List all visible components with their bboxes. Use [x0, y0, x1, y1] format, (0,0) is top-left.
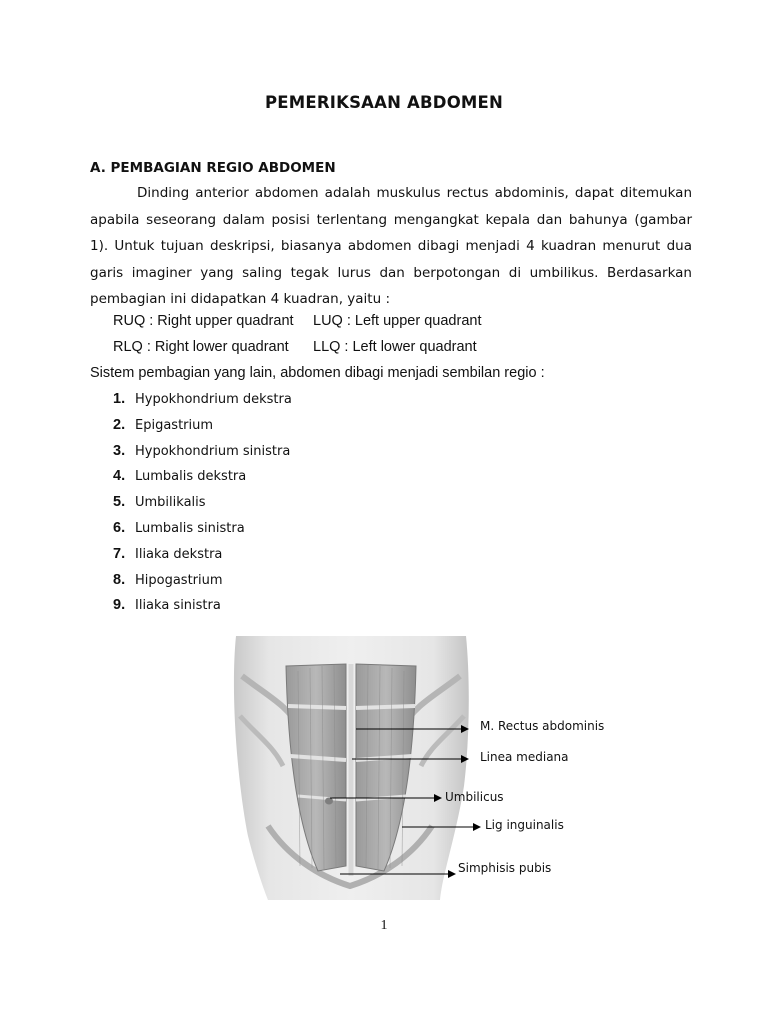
list-item: 2. Epigastrium [113, 416, 214, 433]
quadrant-rlq: RLQ : Right lower quadrant [113, 339, 289, 355]
quadrant-ruq: RUQ : Right upper quadrant [113, 313, 294, 329]
list-item: 3. Hypokhondrium sinistra [113, 442, 291, 459]
list-item: 5. Umbilikalis [113, 494, 206, 511]
section-heading: A. PEMBAGIAN REGIO ABDOMEN [90, 160, 336, 176]
list-item: 6. Lumbalis sinistra [113, 519, 245, 536]
regio-intro: Sistem pembagian yang lain, abdomen dibagi menjadi sembilan regio : [90, 365, 545, 381]
list-item: 9. Iliaka sinistra [113, 597, 221, 614]
label-umbilicus: Umbilicus [445, 790, 504, 804]
quadrant-luq: LUQ : Left upper quadrant [313, 313, 482, 329]
page-title: PEMERIKSAAN ABDOMEN [264, 93, 504, 112]
list-item: 4. Lumbalis dekstra [113, 468, 247, 485]
label-simphisis-pubis: Simphisis pubis [458, 861, 552, 875]
list-item: 1. Hypokhondrium dekstra [113, 391, 292, 407]
intro-paragraph-text: Dinding anterior abdomen adalah muskulus rectus abdominis, dapat ditemukan apabila seseorang dalam posisi terlentang mengangkat kepala dan bahunya (gambar 1). Untuk tujuan deskripsi, biasanya abdomen dibagi menjadi 4 kuadran menurut dua garis imaginer yang saling tegak lurus dan berpotongan di umbilikus. Berdasarkan pembagian ini didapatkan 4 kuadran, yaitu : [90, 185, 692, 307]
label-linea-mediana: Linea mediana [480, 750, 569, 764]
page-number: 1 [380, 918, 388, 933]
list-item: 8. Hipogastrium [113, 571, 223, 588]
quadrant-llq: LLQ : Left lower quadrant [313, 339, 477, 355]
label-rectus-abdominis: M. Rectus abdominis [480, 719, 605, 733]
label-lig-inguinalis: Lig inguinalis [485, 818, 564, 832]
list-item: 7. Iliaka dekstra [113, 545, 223, 562]
